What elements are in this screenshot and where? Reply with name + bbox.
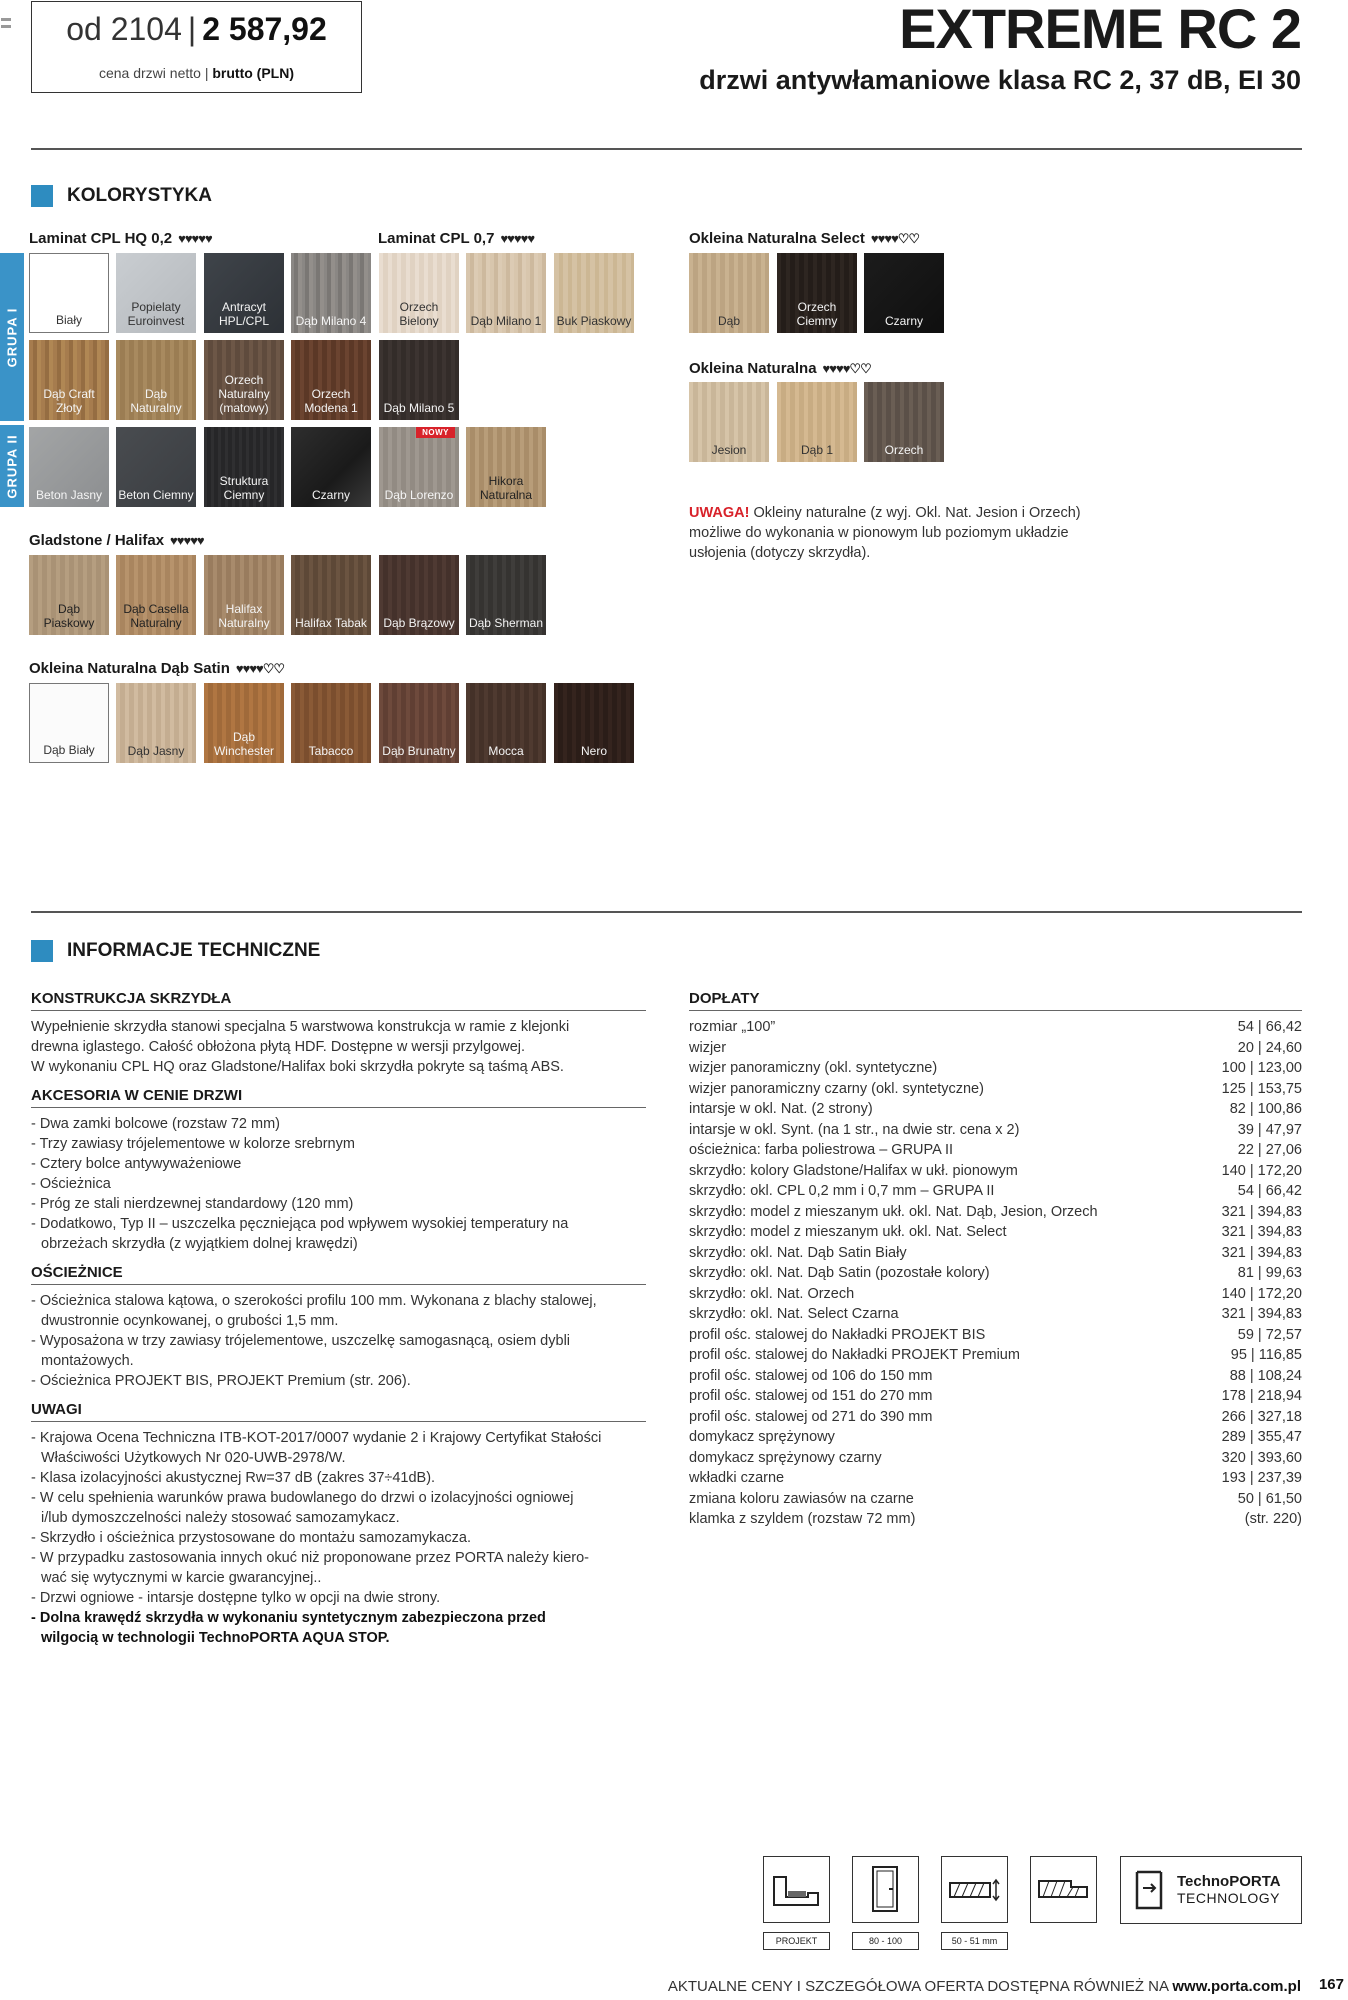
swatch-buk[interactable]: Buk Piaskowy [554, 253, 634, 333]
table-row [689, 1448, 1302, 1469]
swatch-hikora[interactable]: Hikora Naturalna [466, 427, 546, 507]
swatch-orzech-bielony[interactable]: Orzech Bielony [379, 253, 459, 333]
row-name: skrzydło: okl. CPL 0,2 mm i 0,7 mm – GRUPA II [689, 1183, 995, 1199]
list-item: - Trzy zawiasy trójelementowe w kolorze srebrnym [31, 1136, 355, 1152]
techno-line2: TECHNOLOGY [1177, 1890, 1281, 1906]
group-label: Laminat CPL HQ 0,2 [29, 230, 173, 247]
row-value: 59 | 72,57 [1237, 1326, 1302, 1343]
swatch-milano5[interactable]: Dąb Milano 5 [379, 340, 459, 420]
konstrukcja-text: Wypełnienie skrzydła stanowi specjalna 5 warstwowa konstrukcja w ramie z klejonki drewna iglastego. Całość obłożona płytą HDF. Dostępne w wersji przylgowej. W wykonaniu CPL HQ oraz Gladstone/Halifax boki skrzydła pokryte są taśmą ABS. [31, 1019, 570, 1075]
price-separator: | [187, 11, 197, 47]
rating-icon: ♥♥♥♥♥ [178, 231, 212, 246]
table-row [689, 1284, 1302, 1305]
swatch-s-nero[interactable]: Nero [554, 683, 634, 763]
uwagi-title: UWAGI [31, 1401, 646, 1422]
table-row [689, 1325, 1302, 1346]
row-name: klamka z szyldem (rozstaw 72 mm) [689, 1511, 916, 1527]
row-value: 125 | 153,75 [1221, 1080, 1302, 1097]
list-item: - Drzwi ogniowe - intarsje dostępne tylko w opcji na dwie strony. [31, 1590, 441, 1606]
doplaty-title: DOPŁATY [689, 990, 1302, 1011]
swatch-g-sherman[interactable]: Dąb Sherman [466, 555, 546, 635]
price-from: od 2104 [66, 11, 182, 47]
technoporta-logo [1120, 1856, 1302, 1924]
page-title: EXTREME RC 2 [899, 0, 1301, 60]
swatch-s-bialy[interactable]: Dąb Biały [29, 683, 109, 763]
table-row [689, 1038, 1302, 1059]
row-name: skrzydło: kolory Gladstone/Halifax w ukł. pionowym [689, 1162, 1018, 1179]
swatch-czarny[interactable]: Czarny [291, 427, 371, 507]
row-name: profil ośc. stalowej od 151 do 270 mm [689, 1388, 933, 1404]
list-item: Właściwości Użytkowych Nr 020-UWB-2978/W. [41, 1450, 346, 1466]
swatch-g-piaskowy[interactable]: Dąb Piaskowy [29, 555, 109, 635]
divider [31, 911, 1302, 913]
swatch-s-winchester[interactable]: Dąb Winchester [204, 683, 284, 763]
threshold-icon [1030, 1856, 1097, 1923]
uwaga-text: Okleiny naturalne (z wyj. Okl. Nat. Jesion i Orzech) możliwe do wykonania w pionowym lub poziomym układzie usłojenia (dotyczy skrzydła). [689, 505, 1081, 561]
projekt-label: PROJEKT [763, 1932, 830, 1950]
swatch-nat-orzech[interactable]: Orzech [864, 382, 944, 462]
akcesoria-title: AKCESORIA W CENIE DRZWI [31, 1087, 646, 1108]
group-satin [29, 660, 284, 677]
footer [668, 1978, 1301, 1995]
row-name: domykacz sprężynowy [689, 1429, 835, 1445]
page-number: 167 [1318, 1976, 1344, 1993]
row-name: wizjer panoramiczny (okl. syntetyczne) [689, 1060, 938, 1076]
table-row [689, 1099, 1302, 1120]
table-row [689, 1304, 1302, 1325]
group-label: Okleina Naturalna Select [689, 230, 865, 247]
row-value: 320 | 393,60 [1221, 1449, 1302, 1466]
row-name: skrzydło: okl. Nat. Dąb Satin Biały [689, 1244, 907, 1261]
doplaty-column [689, 990, 1302, 1530]
group-naturalna [689, 360, 871, 377]
swatch-lorenzo[interactable]: NOWY Dąb Lorenzo [379, 427, 459, 507]
row-name: rozmiar „100” [689, 1019, 776, 1035]
row-name: profil ośc. stalowej od 271 do 390 mm [689, 1408, 933, 1425]
list-item: montażowych. [41, 1353, 134, 1369]
group-gladstone [29, 532, 204, 549]
table-row [689, 1222, 1302, 1243]
row-name: skrzydło: okl. Nat. Orzech [689, 1285, 855, 1302]
swatch-nat-jesion[interactable]: Jesion [689, 382, 769, 462]
row-value: 140 | 172,20 [1221, 1285, 1302, 1302]
table-row [689, 1468, 1302, 1489]
group-laminat-07 [378, 230, 534, 247]
row-value: 20 | 24,60 [1237, 1039, 1302, 1056]
row-value: 321 | 394,83 [1221, 1224, 1302, 1240]
footer-text: AKTUALNE CENY I SZCZEGÓŁOWA OFERTA DOSTĘPNA RÓWNIEŻ NA [667, 1978, 1169, 1995]
swatch-dab-naturalny[interactable]: Dąb Naturalny [116, 340, 196, 420]
row-name: wizjer [689, 1039, 727, 1056]
divider [31, 148, 1302, 150]
grupa-2-tab: GRUPA II [0, 425, 24, 507]
list-item: wać się wytycznymi w karcie gwarancyjnej.. [41, 1570, 322, 1586]
swatch-s-mocca[interactable]: Mocca [466, 683, 546, 763]
doplaty-table [689, 1017, 1302, 1530]
swatch-bialy[interactable]: Biały [29, 253, 109, 333]
price-note: cena drzwi netto | brutto (PLN) [98, 65, 295, 81]
swatch-g-casella[interactable]: Dąb Casella Naturalny [116, 555, 196, 635]
swatch-milano1[interactable]: Dąb Milano 1 [466, 253, 546, 333]
row-value: 95 | 116,85 [1230, 1347, 1302, 1363]
list-item: - Dwa zamki bolcowe (rozstaw 72 mm) [31, 1116, 280, 1132]
group-label: Gladstone / Halifax [29, 532, 165, 549]
table-row [689, 1263, 1302, 1284]
table-row [689, 1120, 1302, 1141]
list-item: - Ościeżnica PROJEKT BIS, PROJEKT Premium (str. 206). [31, 1373, 411, 1389]
table-row [689, 1366, 1302, 1387]
row-name: skrzydło: okl. Nat. Dąb Satin (pozostałe kolory) [689, 1265, 990, 1281]
list-item: - Dolna krawędź skrzydła w wykonaniu syntetycznym zabezpieczona przed [31, 1610, 546, 1626]
swatch-antracyt[interactable]: Antracyt HPL/CPL [204, 253, 284, 333]
list-item: - Ościeżnica [31, 1176, 111, 1192]
list-item: - Cztery bolce antywyważeniowe [31, 1156, 242, 1172]
row-name: profil ośc. stalowej od 106 do 150 mm [689, 1367, 933, 1384]
swatch-nat-dab1[interactable]: Dąb 1 [777, 382, 857, 462]
row-value: 321 | 394,83 [1221, 1203, 1302, 1220]
section-kolorystyka [31, 185, 212, 207]
price-box [31, 1, 362, 93]
swatch-beton-ciemny[interactable]: Beton Ciemny [116, 427, 196, 507]
row-name: wizjer panoramiczny czarny (okl. syntetyczne) [689, 1080, 984, 1097]
grupa-1-tab: GRUPA I [0, 253, 24, 421]
swatch-s-brunatny[interactable]: Dąb Brunatny [379, 683, 459, 763]
list-item: - Klasa izolacyjności akustycznej Rw=37 dB (zakres 37÷41dB). [31, 1470, 436, 1486]
row-value: 100 | 123,00 [1221, 1060, 1302, 1076]
row-name: profil ośc. stalowej do Nakładki PROJEKT Premium [689, 1347, 1020, 1363]
row-name: intarsje w okl. Synt. (na 1 str., na dwie str. cena x 2) [689, 1121, 1020, 1138]
swatch-g-brazowy[interactable]: Dąb Brązowy [379, 555, 459, 635]
techno-line1: TechnoPORTA [1177, 1873, 1281, 1890]
row-name: profil ośc. stalowej do Nakładki PROJEKT BIS [689, 1326, 986, 1343]
list-item: dwustronnie ocynkowanej, o grubości 1,5 mm. [41, 1313, 339, 1329]
group-laminat-hq [29, 230, 212, 247]
table-row [689, 1243, 1302, 1264]
row-value: 88 | 108,24 [1229, 1367, 1302, 1384]
row-value: 140 | 172,20 [1221, 1162, 1302, 1179]
table-row [689, 1079, 1302, 1100]
row-value: (str. 220) [1244, 1511, 1302, 1527]
row-name: zmiana koloru zawiasów na czarne [689, 1490, 914, 1507]
oscieznice-list [31, 1291, 646, 1391]
group-label: Laminat CPL 0,7 [378, 230, 495, 247]
door-size-icon [852, 1856, 919, 1923]
uwagi-list [31, 1428, 646, 1648]
akcesoria-list [31, 1114, 646, 1254]
table-row [689, 1489, 1302, 1510]
swatch-modena[interactable]: Orzech Modena 1 [291, 340, 371, 420]
list-item: - Próg ze stali nierdzewnej standardowy (120 mm) [31, 1196, 354, 1212]
swatch-popielaty[interactable]: Popielaty Euroinvest [116, 253, 196, 333]
row-value: 266 | 327,18 [1221, 1408, 1302, 1425]
list-item: wilgocią w technologii TechnoPORTA AQUA STOP. [41, 1630, 390, 1646]
swatch-s-jasny[interactable]: Dąb Jasny [116, 683, 196, 763]
page-subtitle: drzwi antywłamaniowe klasa RC 2, 37 dB, EI 30 [699, 65, 1301, 95]
section-title: KOLORYSTYKA [67, 185, 212, 206]
row-value: 54 | 66,42 [1237, 1019, 1302, 1035]
row-value: 50 | 61,50 [1237, 1490, 1302, 1507]
rating-icon: ♥♥♥♥♡♡ [822, 360, 871, 376]
swatch-s-tabacco[interactable]: Tabacco [291, 683, 371, 763]
section-marker-icon [31, 940, 53, 962]
row-value: 22 | 27,06 [1237, 1142, 1302, 1158]
swatch-g-halifax-tabak[interactable]: Halifax Tabak [291, 555, 371, 635]
row-value: 321 | 394,83 [1221, 1306, 1302, 1322]
price-note-netto: cena drzwi netto [98, 65, 201, 81]
row-value: 39 | 47,97 [1237, 1121, 1302, 1138]
list-item: - Krajowa Ocena Techniczna ITB-KOT-2017/0007 wydanie 2 i Krajowy Certyfikat Stałości [31, 1430, 602, 1446]
list-item: - W przypadku zastosowania innych okuć niż proponowane przez PORTA należy kiero- [31, 1550, 589, 1566]
swatch-struktura[interactable]: Struktura Ciemny [204, 427, 284, 507]
row-name: skrzydło: model z mieszanym ukł. okl. Nat. Select [689, 1224, 1007, 1240]
swatch-milano4[interactable]: Dąb Milano 4 [291, 253, 371, 333]
rating-icon: ♥♥♥♥♡♡ [870, 230, 920, 246]
table-row [689, 1407, 1302, 1428]
price-brutto: 2 587,92 [202, 11, 327, 47]
list-item: i/lub dymoszczelności należy stosować samozamykacz. [41, 1510, 400, 1526]
uwaga-label: UWAGA! [689, 505, 750, 521]
row-name: wkładki czarne [689, 1470, 785, 1486]
table-row [689, 1140, 1302, 1161]
swatch-sel-orzech[interactable]: Orzech Ciemny [777, 253, 857, 333]
list-item: obrzeżach skrzydła (z wyjątkiem dolnej krawędzi) [41, 1236, 358, 1252]
thickness-label: 50 - 51 mm [941, 1932, 1008, 1950]
price-note-brutto: brutto (PLN) [212, 65, 295, 81]
table-row [689, 1058, 1302, 1079]
table-row [689, 1161, 1302, 1182]
group-select [689, 230, 919, 247]
row-value: 289 | 355,47 [1221, 1429, 1302, 1445]
rating-icon: ♥♥♥♥♥ [500, 231, 535, 246]
technoporta-icon [1129, 1866, 1169, 1914]
projekt-frame-icon [763, 1856, 830, 1923]
row-value: 81 | 99,63 [1237, 1265, 1302, 1281]
group-label: Okleina Naturalna Dąb Satin [29, 660, 230, 677]
konstrukcja-title: KONSTRUKCJA SKRZYDŁA [31, 990, 646, 1011]
rating-icon: ♥♥♥♥♡♡ [235, 660, 285, 676]
swatch-sel-dab[interactable]: Dąb [689, 253, 769, 333]
row-name: skrzydło: okl. Nat. Select Czarna [689, 1306, 899, 1322]
list-item: - Dodatkowo, Typ II – uszczelka pęczniejąca pod wpływem wysokiej temperatury na [31, 1216, 569, 1232]
table-row [689, 1386, 1302, 1407]
footer-url[interactable]: www.porta.com.pl [1172, 1978, 1301, 1995]
row-value: 178 | 218,94 [1221, 1388, 1302, 1404]
table-row [689, 1181, 1302, 1202]
new-badge: NOWY [416, 427, 455, 438]
row-name: skrzydło: model z mieszanym ukł. okl. Nat. Dąb, Jesion, Orzech [689, 1203, 1098, 1220]
tech-left-column [31, 990, 646, 1648]
row-value: 193 | 237,39 [1221, 1470, 1302, 1486]
table-row [689, 1345, 1302, 1366]
swatch-sel-czarny[interactable]: Czarny [864, 253, 944, 333]
list-item: - Skrzydło i ościeżnica przystosowane do montażu samozamykacza. [31, 1530, 472, 1546]
row-value: 82 | 100,86 [1229, 1101, 1302, 1117]
oscieznice-title: OŚCIEŻNICE [31, 1264, 646, 1285]
row-value: 54 | 66,42 [1237, 1183, 1302, 1199]
section-title: INFORMACJE TECHNICZNE [67, 940, 321, 961]
table-row [689, 1509, 1302, 1530]
uwaga-note [689, 503, 1119, 563]
menu-icon [1, 18, 11, 28]
row-name: intarsje w okl. Nat. (2 strony) [689, 1101, 873, 1117]
rating-icon: ♥♥♥♥♥ [170, 533, 204, 548]
table-row [689, 1202, 1302, 1223]
list-item: - W celu spełnienia warunków prawa budowlanego do drzwi o izolacyjności ogniowej [31, 1490, 574, 1506]
swatch-g-halifax-nat[interactable]: Halifax Naturalny [204, 555, 284, 635]
table-row [689, 1427, 1302, 1448]
row-value: 321 | 394,83 [1221, 1244, 1302, 1261]
table-row [689, 1017, 1302, 1038]
swatch-beton-jasny[interactable]: Beton Jasny [29, 427, 109, 507]
list-item: - Wyposażona w trzy zawiasy trójelementowe, uszczelkę samogasnącą, osiem dybli [31, 1333, 571, 1349]
size-label: 80 - 100 [852, 1932, 919, 1950]
swatch-craft[interactable]: Dąb Craft Złoty [29, 340, 109, 420]
swatch-orzech-naturalny[interactable]: Orzech Naturalny (matowy) [204, 340, 284, 420]
row-name: ościeżnica: farba poliestrowa – GRUPA II [689, 1142, 954, 1158]
group-label: Okleina Naturalna [689, 360, 817, 377]
price-line [32, 11, 361, 48]
section-marker-icon [31, 185, 53, 207]
section-tech [31, 940, 320, 962]
list-item: - Ościeżnica stalowa kątowa, o szerokości profilu 100 mm. Wykonana z blachy stalowej, [31, 1293, 597, 1309]
row-name: domykacz sprężynowy czarny [689, 1449, 882, 1466]
thickness-icon [941, 1856, 1008, 1923]
